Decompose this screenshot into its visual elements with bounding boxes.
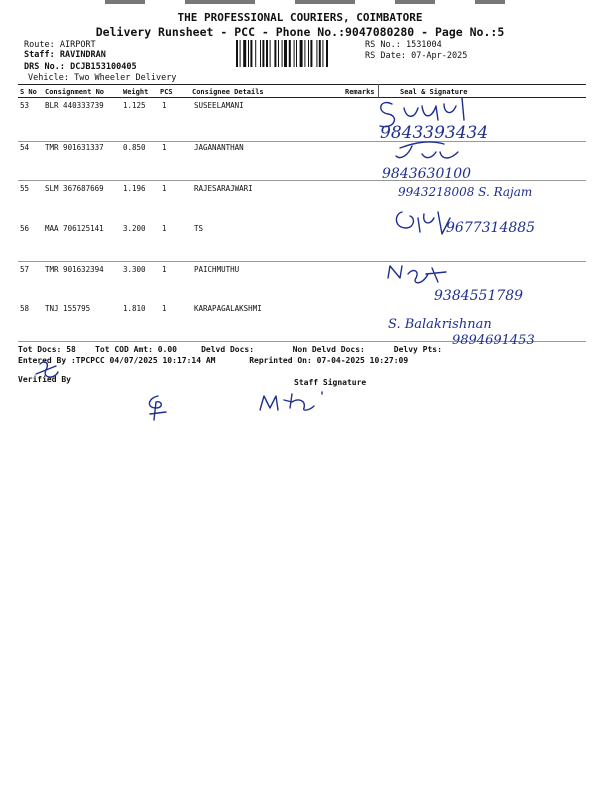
row-57-weight: 3.300: [123, 265, 146, 274]
row-57-consignment: TMR 901632394: [45, 265, 104, 274]
staff-value: RAVINDRAN: [59, 50, 106, 60]
row-56-pcs: 1: [162, 224, 167, 233]
delvd-docs-label: Delvd Docs:: [201, 345, 255, 354]
rs-no-label: RS No.:: [365, 40, 401, 50]
row-58-phone: 9894691453: [452, 333, 535, 348]
rs-no-value: 1531004: [405, 40, 442, 50]
row-54-weight: 0.850: [123, 143, 146, 152]
row-56-consignee: TS: [194, 224, 204, 233]
non-delvd-docs-label: Non Delvd Docs:: [292, 345, 365, 354]
route-line: [24, 40, 96, 50]
col-header-seal-signature: Seal & Signature: [400, 88, 468, 96]
reprinted-label: Reprinted On:: [249, 356, 312, 365]
row-53-pcs: 1: [162, 101, 167, 110]
row-58-consignee: KARAPAGALAKSHMI: [194, 304, 262, 313]
rs-date-value: 07-Apr-2025: [411, 51, 468, 61]
row-56-phone: 9677314885: [446, 220, 536, 236]
row-53-sno: 53: [20, 101, 30, 110]
row-54-phone: 9843630100: [382, 166, 472, 182]
runsheet-subtitle: Delivery Runsheet - PCC - Phone No.:9047080280 - Page No.:5: [95, 25, 505, 39]
col-header-remarks: Remarks: [345, 88, 375, 96]
row-55-consignee: RAJESARAJWARI: [194, 184, 253, 193]
row-53-phone: 9843393434: [380, 123, 489, 143]
tot-cod-value: 0.00: [157, 345, 177, 354]
row-55-pcs: 1: [162, 184, 167, 193]
col-header-consignment: Consignment No: [45, 88, 105, 96]
row-55-note: 9943218008 S. Rajam: [398, 185, 533, 199]
row-54-signature: [396, 142, 458, 158]
row-54-consignee: JAGANANTHAN: [194, 143, 244, 152]
table-top-rule: [18, 84, 586, 85]
handwritten-signatures: [360, 90, 600, 352]
row-55-consignment: SLM 367687669: [45, 184, 104, 193]
rs-no-line: [365, 40, 442, 50]
row-54-consignment: TMR 901631337: [45, 143, 104, 152]
row-58-name: S. Balakrishnan: [388, 317, 492, 332]
reprinted-value: 07-04-2025 10:27:09: [316, 356, 409, 365]
row-53-weight: 1.125: [123, 101, 146, 110]
totals-line: [18, 345, 442, 354]
row-56-weight: 3.200: [123, 224, 146, 233]
staff-signature: [260, 392, 322, 410]
col-header-weight: Weight: [123, 88, 149, 96]
row-57-phone: 9384551789: [434, 288, 524, 304]
row-57-pcs: 1: [162, 265, 167, 274]
staff-label: Staff:: [24, 50, 55, 60]
row-56-sno: 56: [20, 224, 30, 233]
verified-by-signature: [149, 396, 166, 420]
row-54-sno: 54: [20, 143, 30, 152]
col-header-consignee: Consignee Details: [192, 88, 264, 96]
vehicle-label: Vehicle:: [28, 73, 69, 83]
row-56-consignment: MAA 706125141: [45, 224, 104, 233]
vehicle-value: Two Wheeler Delivery: [74, 73, 177, 83]
row-58-weight: 1.810: [123, 304, 146, 313]
vehicle-line: [28, 73, 176, 83]
staff-line: [24, 50, 106, 60]
tot-docs-label: Tot Docs:: [18, 345, 62, 354]
row-55-weight: 1.196: [123, 184, 146, 193]
row-54-pcs: 1: [162, 143, 167, 152]
delvy-pts-label: Delvy Pts:: [393, 345, 442, 354]
drs-value: DCJB153100405: [70, 62, 137, 72]
row-53-consignee: SUSEELAMANI: [194, 101, 244, 110]
entered-by-value: TPCPCC 04/07/2025 10:17:14 AM: [75, 356, 216, 365]
row-53-consignment: BLR 440333739: [45, 101, 104, 110]
col-header-sno: S No: [20, 88, 37, 96]
route-label: Route:: [24, 40, 55, 50]
drs-label: DRS No.:: [24, 62, 65, 72]
rs-date-line: [365, 51, 467, 61]
tot-cod-label: Tot COD Amt:: [95, 345, 153, 354]
staff-signature-label: Staff Signature: [294, 378, 367, 387]
row-55-sno: 55: [20, 184, 30, 193]
company-title: THE PROFESSIONAL COURIERS, COIMBATORE: [177, 11, 423, 24]
cropped-top-text-artifact: [45, 0, 565, 4]
row-57-sno: 57: [20, 265, 30, 274]
route-value: AIRPORT: [59, 40, 96, 50]
row-58-consignment: TNJ 155795: [45, 304, 91, 313]
row-57-signature: [388, 266, 446, 283]
verified-by-label: Verified By: [18, 375, 71, 384]
row-57-consignee: PAICHMUTHU: [194, 265, 240, 274]
row-58-pcs: 1: [162, 304, 167, 313]
tot-docs-value: 58: [66, 345, 76, 354]
entered-by-initials: [36, 362, 58, 377]
row-58-sno: 58: [20, 304, 30, 313]
row-56-signature: [396, 212, 450, 234]
col-header-pcs: PCS: [160, 88, 173, 96]
rs-date-label: RS Date:: [365, 51, 406, 61]
drs-barcode: [236, 40, 358, 67]
footer-signatures: [30, 358, 350, 428]
entered-by-label: Entered By :: [18, 356, 76, 365]
drs-line: [24, 62, 137, 72]
